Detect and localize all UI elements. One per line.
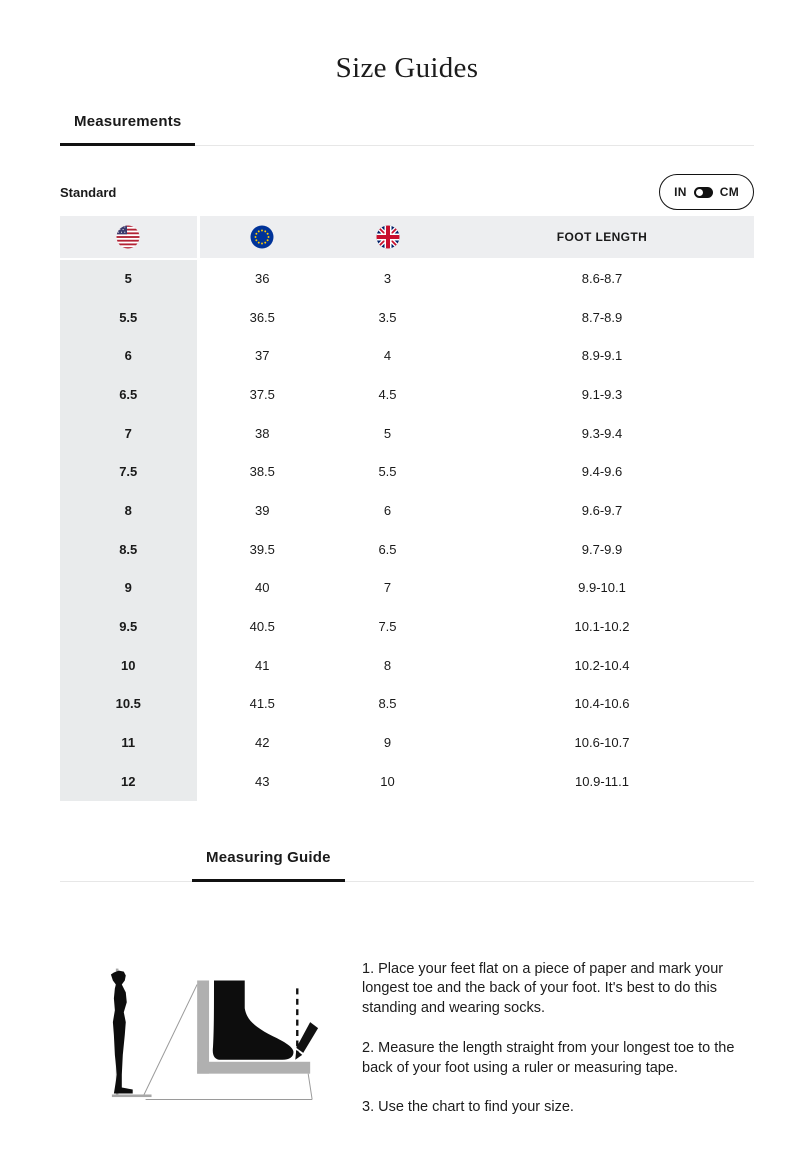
foot-length-cell: 8.7-8.9 bbox=[581, 309, 623, 325]
us-size-cell: 9.5 bbox=[60, 607, 198, 646]
us-size-cell: 9 bbox=[60, 569, 198, 608]
eu-size-cell: 41.5 bbox=[249, 696, 275, 712]
eu-size-cell: 42 bbox=[255, 735, 270, 751]
eu-size-cell: 37 bbox=[255, 348, 270, 364]
uk-size-cell: 9 bbox=[383, 735, 392, 751]
table-row bbox=[60, 530, 754, 569]
us-size-cell: 8.5 bbox=[60, 530, 198, 569]
uk-size-cell: 4 bbox=[383, 348, 392, 364]
table-row bbox=[60, 685, 754, 724]
us-size-cell: 7 bbox=[60, 414, 198, 453]
foot-length-cell: 8.9-9.1 bbox=[581, 348, 623, 364]
uk-size-cell: 5.5 bbox=[378, 464, 397, 480]
foot-length-cell: 9.4-9.6 bbox=[581, 464, 623, 480]
us-flag-icon bbox=[116, 225, 140, 249]
eu-size-cell: 39.5 bbox=[249, 541, 275, 557]
unit-in-label: IN bbox=[674, 185, 687, 199]
standard-label: Standard bbox=[60, 184, 117, 200]
foot-length-cell: 9.7-9.9 bbox=[581, 541, 623, 557]
uk-flag-icon bbox=[376, 225, 400, 249]
pencil-icon bbox=[295, 1022, 318, 1060]
us-size-cell: 7.5 bbox=[60, 452, 198, 491]
foot-length-cell: 9.9-10.1 bbox=[578, 580, 626, 596]
table-row bbox=[60, 259, 754, 298]
uk-size-cell: 7.5 bbox=[378, 619, 397, 635]
person-silhouette bbox=[111, 970, 133, 1093]
small-floor bbox=[112, 1094, 152, 1097]
page-title: Size Guides bbox=[335, 52, 479, 84]
foot-length-cell: 10.1-10.2 bbox=[574, 619, 630, 635]
measuring-guide-section bbox=[60, 960, 754, 1118]
toggle-switch-icon[interactable] bbox=[694, 187, 713, 198]
table-row bbox=[60, 452, 754, 491]
big-floor bbox=[197, 1061, 310, 1073]
uk-size-cell: 5 bbox=[383, 425, 392, 441]
eu-size-cell: 40.5 bbox=[249, 619, 275, 635]
uk-size-cell: 4.5 bbox=[378, 386, 397, 402]
foot-length-cell: 9.3-9.4 bbox=[581, 425, 623, 441]
uk-size-cell: 6.5 bbox=[378, 541, 397, 557]
table-row bbox=[60, 375, 754, 414]
uk-size-cell: 6 bbox=[383, 502, 392, 518]
eu-size-cell: 37.5 bbox=[249, 386, 275, 402]
big-wall bbox=[197, 980, 209, 1073]
eu-size-cell: 40 bbox=[255, 580, 270, 596]
us-flag-header bbox=[60, 216, 198, 259]
eu-size-cell: 41 bbox=[255, 657, 270, 673]
foot-length-cell: 10.4-10.6 bbox=[574, 696, 630, 712]
unit-toggle[interactable] bbox=[659, 174, 754, 210]
table-row bbox=[60, 414, 754, 453]
us-size-cell: 12 bbox=[60, 762, 198, 801]
eu-size-cell: 38.5 bbox=[249, 464, 275, 480]
foot-length-cell: 10.9-11.1 bbox=[575, 773, 629, 789]
foot-length-cell: 10.2-10.4 bbox=[574, 657, 630, 673]
eu-size-cell: 38 bbox=[255, 425, 270, 441]
us-size-cell: 8 bbox=[60, 491, 198, 530]
table-row bbox=[60, 762, 754, 801]
uk-size-cell: 8.5 bbox=[378, 696, 397, 712]
uk-size-cell: 8 bbox=[383, 657, 392, 673]
unit-cm-label: CM bbox=[719, 185, 739, 199]
size-table bbox=[60, 216, 754, 801]
table-row bbox=[60, 723, 754, 762]
table-row bbox=[60, 646, 754, 685]
uk-flag-header bbox=[325, 216, 450, 259]
table-row bbox=[60, 491, 754, 530]
foot-length-cell: 9.1-9.3 bbox=[581, 386, 623, 402]
table-row bbox=[60, 298, 754, 337]
eu-flag-header bbox=[198, 216, 325, 259]
foot-length-cell: 9.6-9.7 bbox=[581, 502, 623, 518]
us-size-cell: 6 bbox=[60, 336, 198, 375]
measuring-steps bbox=[362, 960, 748, 1118]
measuring-guide-tabbar bbox=[60, 849, 754, 882]
us-size-cell: 10.5 bbox=[60, 685, 198, 724]
standard-row bbox=[60, 174, 754, 210]
measuring-step-1: 1. Place your feet flat on a piece of paper and mark your longest toe and the back of your foot. It's best to do this standing and wearing socks. bbox=[362, 960, 724, 1017]
table-row bbox=[60, 607, 754, 646]
tab-measurements[interactable]: Measurements bbox=[60, 113, 195, 146]
foot-length-cell: 8.6-8.7 bbox=[581, 271, 623, 287]
toggle-knob bbox=[696, 189, 703, 196]
us-size-cell: 5.5 bbox=[60, 298, 198, 337]
table-row bbox=[60, 569, 754, 608]
table-row bbox=[60, 336, 754, 375]
size-table-header-row bbox=[60, 216, 754, 259]
us-size-cell: 10 bbox=[60, 646, 198, 685]
eu-size-cell: 43 bbox=[255, 773, 270, 789]
foot-length-cell: 10.6-10.7 bbox=[574, 735, 630, 751]
uk-size-cell: 7 bbox=[383, 580, 392, 596]
measuring-step-2: 2. Measure the length straight from your longest toe to the back of your foot using a ruler or measuring tape. bbox=[362, 1039, 735, 1076]
us-size-cell: 5 bbox=[60, 259, 198, 298]
eu-flag-icon bbox=[250, 225, 274, 249]
uk-size-cell: 3 bbox=[383, 271, 392, 287]
measurements-tabbar bbox=[60, 113, 754, 146]
foot-silhouette bbox=[213, 980, 294, 1059]
tab-measuring-guide[interactable]: Measuring Guide bbox=[192, 849, 345, 882]
measuring-step-3: 3. Use the chart to find your size. bbox=[362, 1099, 574, 1116]
uk-size-cell: 10 bbox=[380, 773, 395, 789]
eu-size-cell: 36 bbox=[255, 271, 270, 287]
foot-length-header: FOOT LENGTH bbox=[450, 216, 754, 259]
eu-size-cell: 36.5 bbox=[249, 309, 275, 325]
foot-measurement-illustration bbox=[100, 960, 328, 1112]
us-size-cell: 6.5 bbox=[60, 375, 198, 414]
eu-size-cell: 39 bbox=[255, 502, 270, 518]
uk-size-cell: 3.5 bbox=[378, 309, 397, 325]
us-size-cell: 11 bbox=[60, 723, 198, 762]
